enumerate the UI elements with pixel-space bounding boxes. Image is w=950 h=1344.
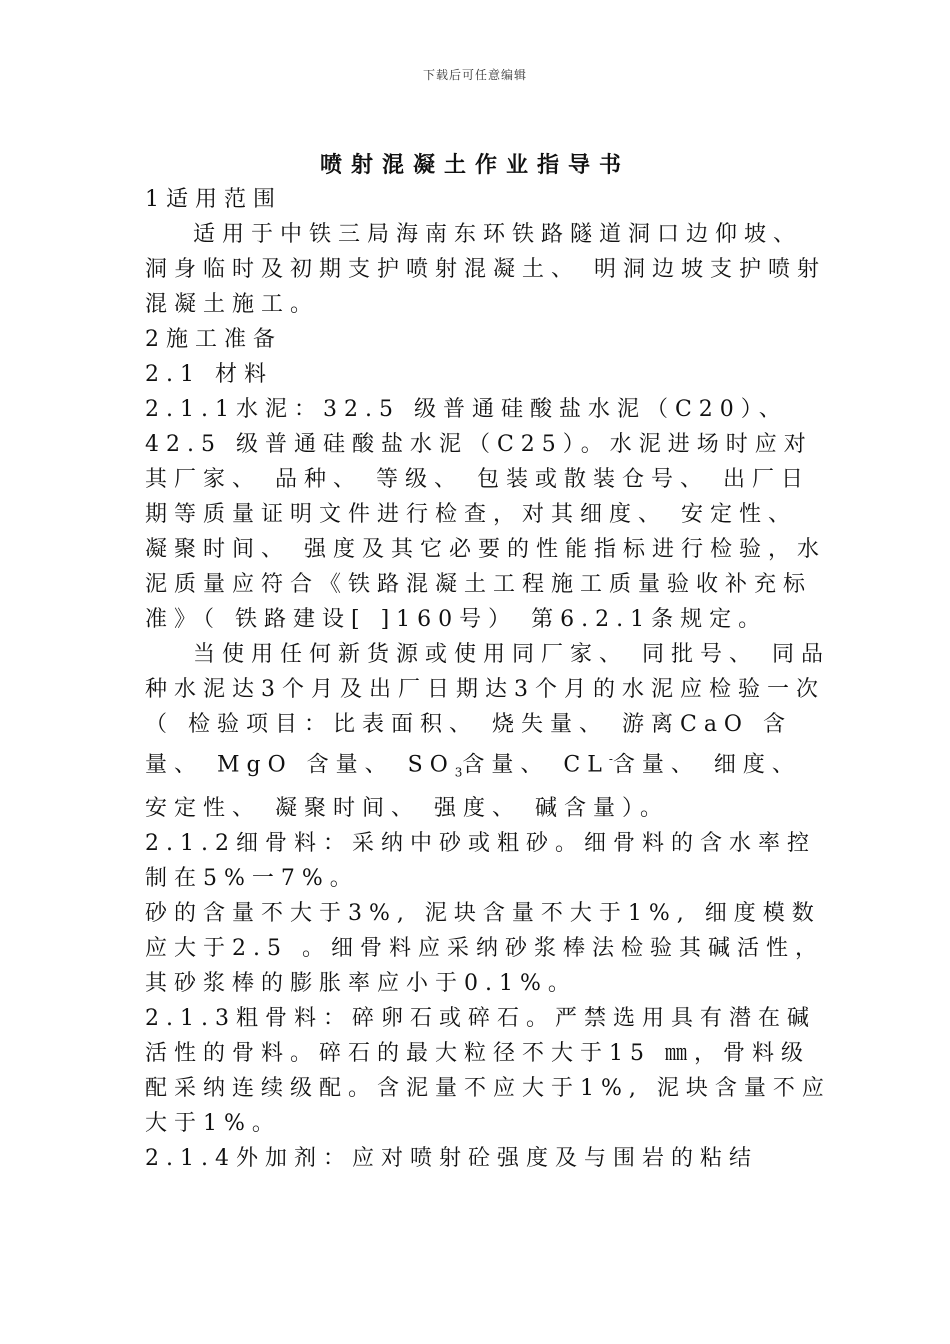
section-heading-1: 1适用范围 [145, 187, 282, 212]
paragraph-coarse-aggregate: 2.1.3粗骨料：碎卵石或碎石。严禁选用具有潜在碱活性的骨料。碎石的最大粒径不大于15 ㎜，骨料级配采纳连续级配。含泥量不应大于1%, 泥块含量不应大于1%。 [145, 1005, 831, 1136]
paragraph-fine-aggregate: 2.1.2细骨料：采纳中砂或粗砂。细骨料的含水率控制在5%一7%。 [145, 830, 816, 891]
paragraph-cement: 2.1.1水泥：32.5 级普通硅酸盐水泥（C20）、 42.5 级普通硅酸盐水泥（C25）。水泥进场时应对其厂家、 品种、 等级、 包装或散装仓号、 出厂日期等质量证明文件进行检查，对其细度、 安定性、 凝聚时间、 强度及其它必要的性能指标进行检验，水泥质量应符合《铁路混凝土工程施工质量验收补充标准》（ 铁路建设[ ]160号） 第6.2.1条规定。 [145, 397, 826, 632]
cement-testing-text-3: 含量、 细度、 安定性、 凝聚时间、 强度、 碱含量）。 [145, 752, 801, 821]
paragraph-scope: 适用于中铁三局海南东环铁路隧道洞口边仰坡、 洞身临时及初期支护喷射混凝土、 明洞边坡支护喷射混凝土施工。 [145, 222, 826, 317]
paragraph-admixture: 2.1.4外加剂：应对喷射砼强度及与围岩的粘结 [145, 1145, 758, 1171]
header-note: 下载后可任意编辑 [422, 68, 527, 82]
document-body [145, 182, 835, 1176]
cement-testing-text-2: 含量、 CL [462, 752, 609, 778]
section-heading-2: 2施工准备 [145, 327, 282, 352]
subsection-heading-2-1: 2.1 材料 [145, 362, 273, 387]
cl-superscript: - [608, 752, 613, 766]
paragraph-sand-content: 砂的含量不大于3%, 泥块含量不大于1%, 细度模数应大于2.5 。细骨料应采纳砂浆棒法检验其碱活性，其砂浆棒的膨胀率应小于0.1%。 [145, 900, 824, 996]
cement-testing-text-1: 当使用任何新货源或使用同厂家、 同批号、 同品种水泥达3个月及出厂日期达3个月的水泥应检验一次（ 检验项目：比表面积、 烧失量、 游离CaO 含量、 MgO 含量、 SO [145, 642, 830, 778]
paragraph-cement-testing [145, 637, 835, 826]
so3-subscript: 3 [454, 765, 463, 780]
document-title: 喷射混凝土作业指导书 [319, 152, 630, 178]
